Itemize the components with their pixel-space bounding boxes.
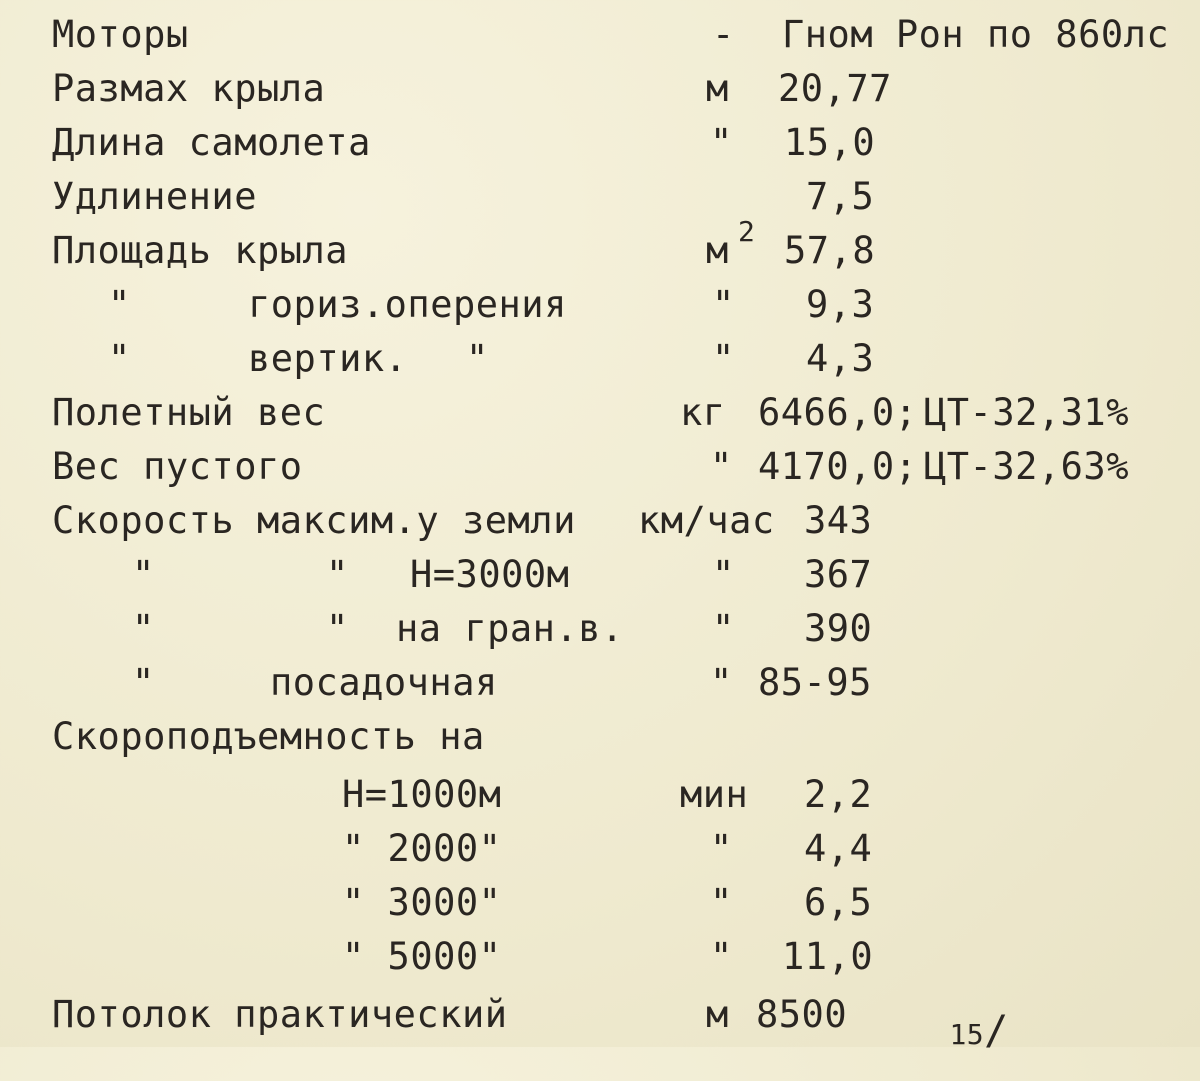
spec-value: 4,4: [804, 827, 873, 870]
spec-row-wingspan: [0, 67, 1200, 124]
spec-value: 9,3: [806, 283, 875, 326]
spec-label: " 5000": [342, 935, 502, 978]
spec-unit: ": [712, 283, 735, 326]
spec-value: 8500: [756, 993, 848, 1036]
spec-unit: ": [712, 607, 735, 650]
spec-value: 7,5: [806, 175, 875, 218]
spec-extra: ЦТ-32,31%: [924, 391, 1129, 434]
spec-unit: ": [710, 881, 733, 924]
spec-row-wing-area: [0, 215, 1200, 286]
page-number-slash: /: [984, 1008, 1009, 1054]
spec-unit: ": [710, 661, 733, 704]
spec-label: Вес пустого: [52, 445, 303, 488]
spec-unit: ": [710, 827, 733, 870]
spec-unit: ": [712, 337, 735, 380]
spec-value: 85-95: [758, 661, 872, 704]
page-number-text: 15: [949, 1018, 985, 1051]
spec-value: 15,0: [784, 121, 876, 164]
spec-row-landing-speed: [0, 661, 1200, 718]
spec-value: 390: [804, 607, 873, 650]
spec-value: 6,5: [804, 881, 873, 924]
spec-row-climb-1000: [0, 773, 1200, 830]
spec-label: на гран.в.: [396, 607, 624, 650]
spec-unit: ": [710, 121, 733, 164]
spec-unit: ": [712, 553, 735, 596]
spec-value: 6466,0;: [758, 391, 918, 434]
spec-unit: -: [712, 13, 735, 56]
spec-label: Н=3000м: [410, 553, 570, 596]
spec-row-horizontal-tail: [0, 283, 1200, 340]
spec-row-max-speed-3000: [0, 553, 1200, 610]
spec-row-climb-5000: [0, 935, 1200, 992]
spec-value: 4,3: [806, 337, 875, 380]
spec-row-climb-rate-heading: [0, 715, 1200, 772]
spec-row-max-speed-altitude-limit: [0, 607, 1200, 664]
spec-extra: ЦТ-32,63%: [924, 445, 1129, 488]
spec-label: Скорость максим.у земли: [52, 499, 576, 542]
spec-label: Н=1000м: [342, 773, 502, 816]
spec-label: Удлинение: [52, 175, 257, 218]
spec-value: 20,77: [778, 67, 892, 110]
spec-value: 367: [804, 553, 873, 596]
spec-label: Потолок практический: [52, 993, 508, 1036]
ditto-mark: ": [326, 553, 349, 596]
spec-unit: м: [706, 229, 729, 272]
ditto-mark: ": [108, 337, 131, 380]
spec-value: 4170,0;: [758, 445, 918, 488]
spec-value: 343: [804, 499, 873, 542]
spec-unit: км/час: [638, 499, 775, 542]
spec-row-empty-weight: [0, 445, 1200, 502]
spec-label: Размах крыла: [52, 67, 326, 110]
ditto-mark: ": [132, 661, 155, 704]
ditto-mark: ": [326, 607, 349, 650]
spec-value: 57,8: [784, 229, 876, 272]
spec-row-climb-3000: [0, 881, 1200, 938]
spec-unit: мин: [680, 773, 749, 816]
spec-label: гориз.оперения: [248, 283, 567, 326]
spec-label: Скороподъемность на: [52, 715, 485, 758]
spec-unit-superscript: 2: [738, 215, 756, 248]
ditto-mark: ": [108, 283, 131, 326]
spec-label: Полетный вес: [52, 391, 326, 434]
ditto-mark: ": [132, 553, 155, 596]
spec-row-service-ceiling: [0, 993, 1200, 1050]
spec-label: Площадь крыла: [52, 229, 349, 272]
spec-value: 2,2: [804, 773, 873, 816]
spec-unit: кг: [680, 391, 726, 434]
spec-unit: ": [710, 445, 733, 488]
spec-row-flight-weight: [0, 391, 1200, 448]
spec-label: " 2000": [342, 827, 502, 870]
spec-label: Длина самолета: [52, 121, 371, 164]
spec-row-max-speed-ground: [0, 499, 1200, 556]
spec-label: посадочная: [270, 661, 498, 704]
spec-row-climb-2000: [0, 827, 1200, 884]
spec-label: вертик.: [248, 337, 408, 380]
ditto-mark: ": [132, 607, 155, 650]
spec-value: 11,0: [782, 935, 874, 978]
spec-unit: м: [706, 67, 729, 110]
spec-row-length: [0, 121, 1200, 178]
ditto-mark: ": [466, 337, 489, 380]
page-number: [880, 983, 1009, 1079]
spec-unit: ": [710, 935, 733, 978]
spec-unit: м: [706, 993, 729, 1036]
spec-row-vertical-tail: [0, 337, 1200, 394]
spec-row-aspect-ratio: [0, 175, 1200, 232]
spec-value: Гном Рон по 860лс: [782, 13, 1170, 56]
spec-label: " 3000": [342, 881, 502, 924]
spec-label: Моторы: [52, 13, 189, 56]
spec-row-motors: [0, 13, 1200, 70]
